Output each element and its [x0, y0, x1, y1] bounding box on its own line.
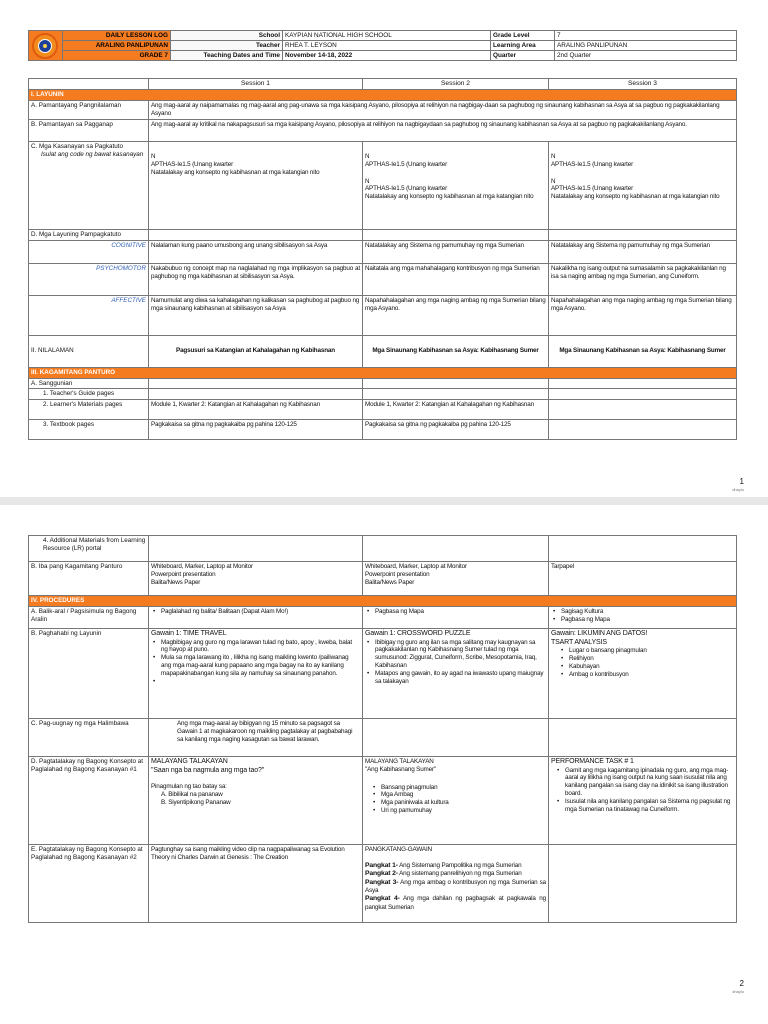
d-s1-question: "Saan nga ba nagmula ang mga tao?": [151, 766, 265, 774]
d-s3-title: PERFORMANCE TASK # 1: [551, 757, 634, 765]
d-session-1: [149, 756, 363, 844]
section-layunin: I. LAYUNIN: [29, 90, 737, 101]
quarter-value: 2nd Quarter: [555, 51, 737, 61]
d-s2-question: "Ang Kabihasnang Sumer": [365, 765, 437, 773]
gawain-2-item-2: • Matapos ang gawain, ito ay agad na iwawasto upang maiugnay sa talakayan: [365, 670, 546, 686]
textbook-label: 3. Textbook pages: [29, 420, 149, 440]
kasanayan-label: C. Mga Kasanayan sa Pagkatuto: [31, 142, 124, 150]
d-s2-title: MALAYANG TALAKAYAN: [365, 757, 434, 765]
gawain-2-item-1: • Ibibigay ng guro ang ilan sa mga salitang may kaugnayan sa pagkakakilanlan ng Kabihasnang Sumer tulad ng mga sumusunod: Ziggurat, Cuneiform, Scribe, Mesopotamia, Iraq, Kabihasnan: [365, 639, 546, 670]
kasanayan-s3-n1: N: [551, 152, 556, 160]
paghahabi-session-2: [363, 628, 549, 718]
session-2-header: Session 2: [363, 79, 549, 90]
page-2: [0, 505, 768, 1024]
d-s1-sub: Pinagmulan ng tao batay sa:: [151, 783, 227, 791]
page-1: [0, 0, 768, 497]
e-session-1: Pagtunghay sa isang maikling video clip na nagpapaliwanag sa Evolution Theory ni Charles Darwin at Genesis : The Creation: [149, 844, 363, 922]
pag-uugnay-session-1: Ang mga mag-aaral ay bibigyan ng 15 minuto sa pagsagot sa Gawain 1 at magkakaroon ng maikling pagtalakay at pagbabahagi sa kanilang mga naging kasagutan sa bawat larawan.: [149, 718, 363, 756]
gawain-1-item-1: • Magbibigay ang guro ng mga larawan tulad ng bato, apoy , kweba, balat ng hayop at puno.: [151, 639, 360, 655]
teachers-guide-label: 1. Teacher's Guide pages: [29, 389, 149, 400]
gawain-3-title: Gawain: LIKUMIN ANG DATOS!: [551, 629, 648, 637]
quarter-label: Quarter: [491, 51, 555, 61]
d-session-3: [549, 756, 737, 844]
session-1-header: Session 1: [149, 79, 363, 90]
teacher-value: RHEA T. LEYSON: [283, 41, 491, 51]
textbook-session-1: Pagkakaisa sa gitna ng pagkakaiba pg pahina 120-125: [149, 420, 363, 440]
e-s2-title: PANGKATANG-GAWAIN: [365, 845, 432, 853]
affective-session-1: Namumulat ang diwa sa kahalagahan ng kalikasan sa paghubog at pagbuo ng mga sinaunang kabihasnan at sibilisasyon sa Asya: [149, 295, 363, 335]
textbook-session-2: Pagkakaisa sa gitna ng pagkakaiba pg pahina 120-125: [363, 420, 549, 440]
balik-session-2: [363, 606, 549, 628]
balik-session-3: [549, 606, 737, 628]
pagganap-text: Ang mag-aaral ay kritikal na nakapagsusuri sa mga kaisipang Asyano, pilosopiya at relihiyon na nagbigaydaan sa paghubog ng sinaunang kabihasnan sa Asya at sa pagbuo ng pagkakakilanlang Asyano.: [149, 119, 737, 141]
teacher-label: Teacher: [171, 41, 283, 51]
gawain-3-sub: TSART ANALYSIS: [551, 638, 607, 646]
balik-s3-item-2: • Pagbasa ng Mapa: [551, 616, 734, 624]
nilalaman-session-2: Mga Sinaunang Kabihasnan sa Asya: Kabihasnang Sumer: [363, 335, 549, 367]
affective-session-3: Napahahalagahan ang mga naging ambag ng mga Sumerian bilang mga Asyano.: [549, 295, 737, 335]
header-table: [28, 30, 737, 61]
d-s2-item-1: • Bansang pinagmulan: [371, 784, 546, 792]
pangnilalaman-text: Ang mag-aaral ay naipamamalas ng mag-aaral ang pag-unawa sa mga kaisipang Asyano, pilosopiya at relihiyon na nagbigay-daan sa paghubog ng sinaunang kabihasnan sa Asya at sa pagbuo ng pagkakakilanlang Asyano: [149, 101, 737, 120]
lesson-table-page-1: [28, 78, 737, 440]
learners-session-2: Module 1, Kwarter 2: Katangian at Kahalagahan ng Kabihasnan: [363, 400, 549, 420]
kasanayan-s2-code1: APTHAS-Ie1.5 (Unang kwarter: [365, 160, 448, 168]
d-label: D. Pagtatalakay ng Bagong Konsepto at Paglalahad ng Bagong Kasanayan #1: [29, 756, 149, 844]
iba-session-1: [149, 562, 363, 596]
section-kagamitan: III. KAGAMITANG PANTURO: [29, 367, 737, 378]
e-s2-item-1: Pangkat 1- Ang Sistemang Pampolitika ng mga Sumerian: [365, 861, 522, 869]
nilalaman-session-1: Pagsusuri sa Katangian at Kahalagahan ng Kabihasnan: [149, 335, 363, 367]
nilalaman-session-3: Mga Sinaunang Kabihasnan sa Asya: Kabihasnang Sumer: [549, 335, 737, 367]
kasanayan-s1-text: Natatalakay ang konsepto ng kabihasnan at mga katangian nito: [151, 168, 320, 176]
page-number-2: 2: [739, 979, 744, 988]
section-procedures: IV. PROCEDURES: [29, 596, 737, 607]
kasanayan-session-2: [363, 141, 549, 229]
cognitive-session-3: Natatalakay ang Sistema ng pamumuhay ng mga Sumerian: [549, 240, 737, 263]
header-title-line-3: GRADE 7: [63, 51, 171, 61]
d-s2-item-4: • Uri ng pamumuhay: [371, 807, 546, 815]
d-s1-title: MALAYANG TALAKAYAN: [151, 757, 228, 765]
iba-s1-item-1: Whiteboard, Marker, Laptop at Monitor: [151, 563, 253, 570]
kasanayan-sub: Isulat ang code ng bawat kasanayan: [41, 150, 144, 158]
additional-materials-label: 4. Additional Materials from Learning Resource (LR) portal: [29, 536, 149, 562]
d-session-2: [363, 756, 549, 844]
dates-value: November 14-18, 2022: [283, 51, 491, 61]
kasanayan-s3-text: Natatalakay ang konsepto ng kabihasnan at mga katangian nito: [551, 193, 720, 201]
kasanayan-s3-code1: APTHAS-Ie1.5 (Unang kwarter: [551, 160, 634, 168]
d-s3-item-2: • Isusulat nila ang kanilang pangalan sa Sistema ng pagsulat ng mga Sumerian na tinatawag na Cuneiform.: [555, 798, 734, 814]
page-sub-1: dhaylo: [732, 487, 744, 492]
kasanayan-session-3: [549, 141, 737, 229]
cognitive-session-2: Natatalakay ang Sistema ng pamumuhay ng mga Sumerian: [363, 240, 549, 263]
learners-label: 2. Learner's Materials pages: [29, 400, 149, 420]
balik-session-1: [149, 606, 363, 628]
balik-aral-label: A. Balik-aral / Pagsisimula ng Bagong Aralin: [29, 606, 149, 628]
kasanayan-s3-n2: N: [551, 177, 556, 185]
balik-s1-item: • Paglalahad ng balita/ Balitaan (Dapat Alam Mo!): [151, 608, 360, 616]
kasanayan-s1-code: APTHAS-Ie1.5 (Unang kwarter: [151, 160, 234, 168]
d-s2-item-2: • Mga Ambag: [371, 791, 546, 799]
kasanayan-s2-text: Natatalakay ang konsepto ng kabihasnan at mga katangian nito: [365, 193, 534, 201]
layuning-label: D. Mga Layuning Pampagkatuto: [29, 229, 149, 240]
header-title-line-1: DAILY LESSON LOG: [63, 31, 171, 41]
e-s2-item-2: Pangkat 2- Ang sistemang panrelihiyon ng mga Sumerian: [365, 870, 522, 878]
paghahabi-session-3: [549, 628, 737, 718]
d-s1-item-b: B. Siyentipikong Pananaw: [161, 799, 231, 807]
iba-s1-item-3: Balita/News Paper: [151, 578, 201, 586]
cognitive-session-1: Nalalaman kung paano umusbong ang unang sibilisasyon sa Asya: [149, 240, 363, 263]
kasanayan-session-1: [149, 141, 363, 229]
learners-session-3: [549, 400, 737, 420]
balik-s2-item: • Pagbasa ng Mapa: [365, 608, 546, 616]
iba-session-3: Tarpapel: [549, 562, 737, 596]
balik-s3-item-1: • Sagisag Kultura: [551, 608, 734, 616]
textbook-session-3: [549, 420, 737, 440]
gawain-3-item-2: • Relihiyon: [559, 655, 734, 663]
blank-corner: [29, 79, 149, 90]
gawain-2-title: Gawain 1: CROSSWORD PUZZLE: [365, 629, 471, 637]
iba-s1-item-2: Powerpoint presentation: [151, 570, 216, 578]
e-session-2: [363, 844, 549, 922]
paghahabi-label: B. Paghahabi ng Layunin: [29, 628, 149, 718]
paghahabi-session-1: [149, 628, 363, 718]
d-s3-item-1: • Gamit ang mga kagamitang ipinadala ng guro, ang mga mag-aaral ay lilikha ng isang output na kung saan isusulat nila ang kanilang pangalan sa isang clay na idinikit sa isang illustration board.: [555, 767, 734, 798]
kasanayan-s2-code2: APTHAS-Ie1.5 (Unang kwarter: [365, 185, 448, 193]
iba-s2-item-3: Balita/News Paper: [365, 578, 415, 586]
dates-label: Teaching Dates and Time: [171, 51, 283, 61]
pangnilalaman-label: A. Pamantayang Pangnilalaman: [29, 101, 149, 120]
e-s2-item-4: Pangkat 4- Ang mga dahilan ng pagbagsak at pagkawala ng pangkat Sumerian: [365, 895, 546, 911]
pag-uugnay-label: C. Pag-uugnay ng mga Halimbawa: [29, 718, 149, 756]
kasanayan-s2-n2: N: [365, 177, 370, 185]
grade-level-label: Grade Level: [491, 31, 555, 41]
affective-session-2: Napahahalagahan ang mga naging ambag ng mga Sumerian bilang mga Asyano.: [363, 295, 549, 335]
learning-area-value: ARALING PANLIPUNAN: [555, 41, 737, 51]
d-s1-item-a: A. Bibilikal na pananaw: [161, 791, 223, 799]
grade-level-value: 7: [555, 31, 737, 41]
session-3-header: Session 3: [549, 79, 737, 90]
kasanayan-s1-n: N: [151, 152, 156, 160]
affective-label: AFFECTIVE: [29, 295, 149, 335]
school-label: School: [171, 31, 283, 41]
gawain-3-item-4: • Ambag o kontribusyon: [559, 671, 734, 679]
pagganap-label: B. Pamantayan sa Pagganap: [29, 119, 149, 141]
gawain-3-item-3: • Kabuhayan: [559, 663, 734, 671]
iba-s2-item-2: Powerpoint presentation: [365, 570, 430, 578]
psychomotor-session-2: Naitatala ang mga mahahalagang kontribusyon ng mga Sumerian: [363, 263, 549, 295]
header-title-line-2: ARALING PANLIPUNAN: [63, 41, 171, 51]
iba-s2-item-1: Whiteboard, Marker, Laptop at Monitor: [365, 563, 467, 570]
e-s2-item-3: Pangkat 3- Ang mga ambag o kontribusyon ng mga Sumerian sa Asya: [365, 878, 546, 895]
kasanayan-s3-code2: APTHAS-Ie1.5 (Unang kwarter: [551, 185, 634, 193]
school-value: KAYPIAN NATIONAL HIGH SCHOOL: [283, 31, 491, 41]
gawain-3-item-1: • Lugar o bansang pinagmulan: [559, 647, 734, 655]
psychomotor-label: PSYCHOMOTOR: [29, 263, 149, 295]
gawain-1-title: Gawain 1: TIME TRAVEL: [151, 629, 227, 637]
psychomotor-session-1: Nakabubuo ng concept map na naglalahad ng mga implikasyon sa pagbuo at paghubog ng mga kabihasnan at sibilisasyon sa Asya.: [149, 263, 363, 295]
sanggunian-label: A. Sanggunian: [29, 378, 149, 389]
page-number-1: 1: [739, 477, 744, 486]
iba-session-2: [363, 562, 549, 596]
e-label: E. Pagtatalakay ng Bagong Konsepto at Paglalahad ng Bagong Kasanayan #2: [29, 844, 149, 922]
nilalaman-label: II. NILALAMAN: [29, 335, 149, 367]
school-logo: [29, 31, 63, 61]
kasanayan-s2-n1: N: [365, 152, 370, 160]
page-sub-2: dhaylo: [732, 989, 744, 994]
iba-label: B. Iba pang Kagamitang Panturo: [29, 562, 149, 596]
d-s2-item-3: • Mga paniniwala at kultura: [371, 799, 546, 807]
learning-area-label: Learning Area: [491, 41, 555, 51]
learners-session-1: Module 1, Kwarter 2: Katangian at Kahalagahan ng Kabihasnan: [149, 400, 363, 420]
psychomotor-session-3: Nakalikha ng isang output na sumasalamin sa pagkakakilanlan ng isa sa naging ambag ng mga Sumerian, ang Cuneiform.: [549, 263, 737, 295]
lesson-table-page-2: [28, 535, 737, 923]
kasanayan-cell: [29, 141, 149, 229]
gawain-1-item-2: • Mula sa mga larawang ito , lilikha ng isang maikling kwento /pailiwanag ang mga mag-aaral kung papaano ang mga bagay na ito ay kanilang mapapakinabangan kung sila ay namuhay sa sinaunang panahon.: [151, 654, 360, 678]
cognitive-label: COGNITIVE: [29, 240, 149, 263]
